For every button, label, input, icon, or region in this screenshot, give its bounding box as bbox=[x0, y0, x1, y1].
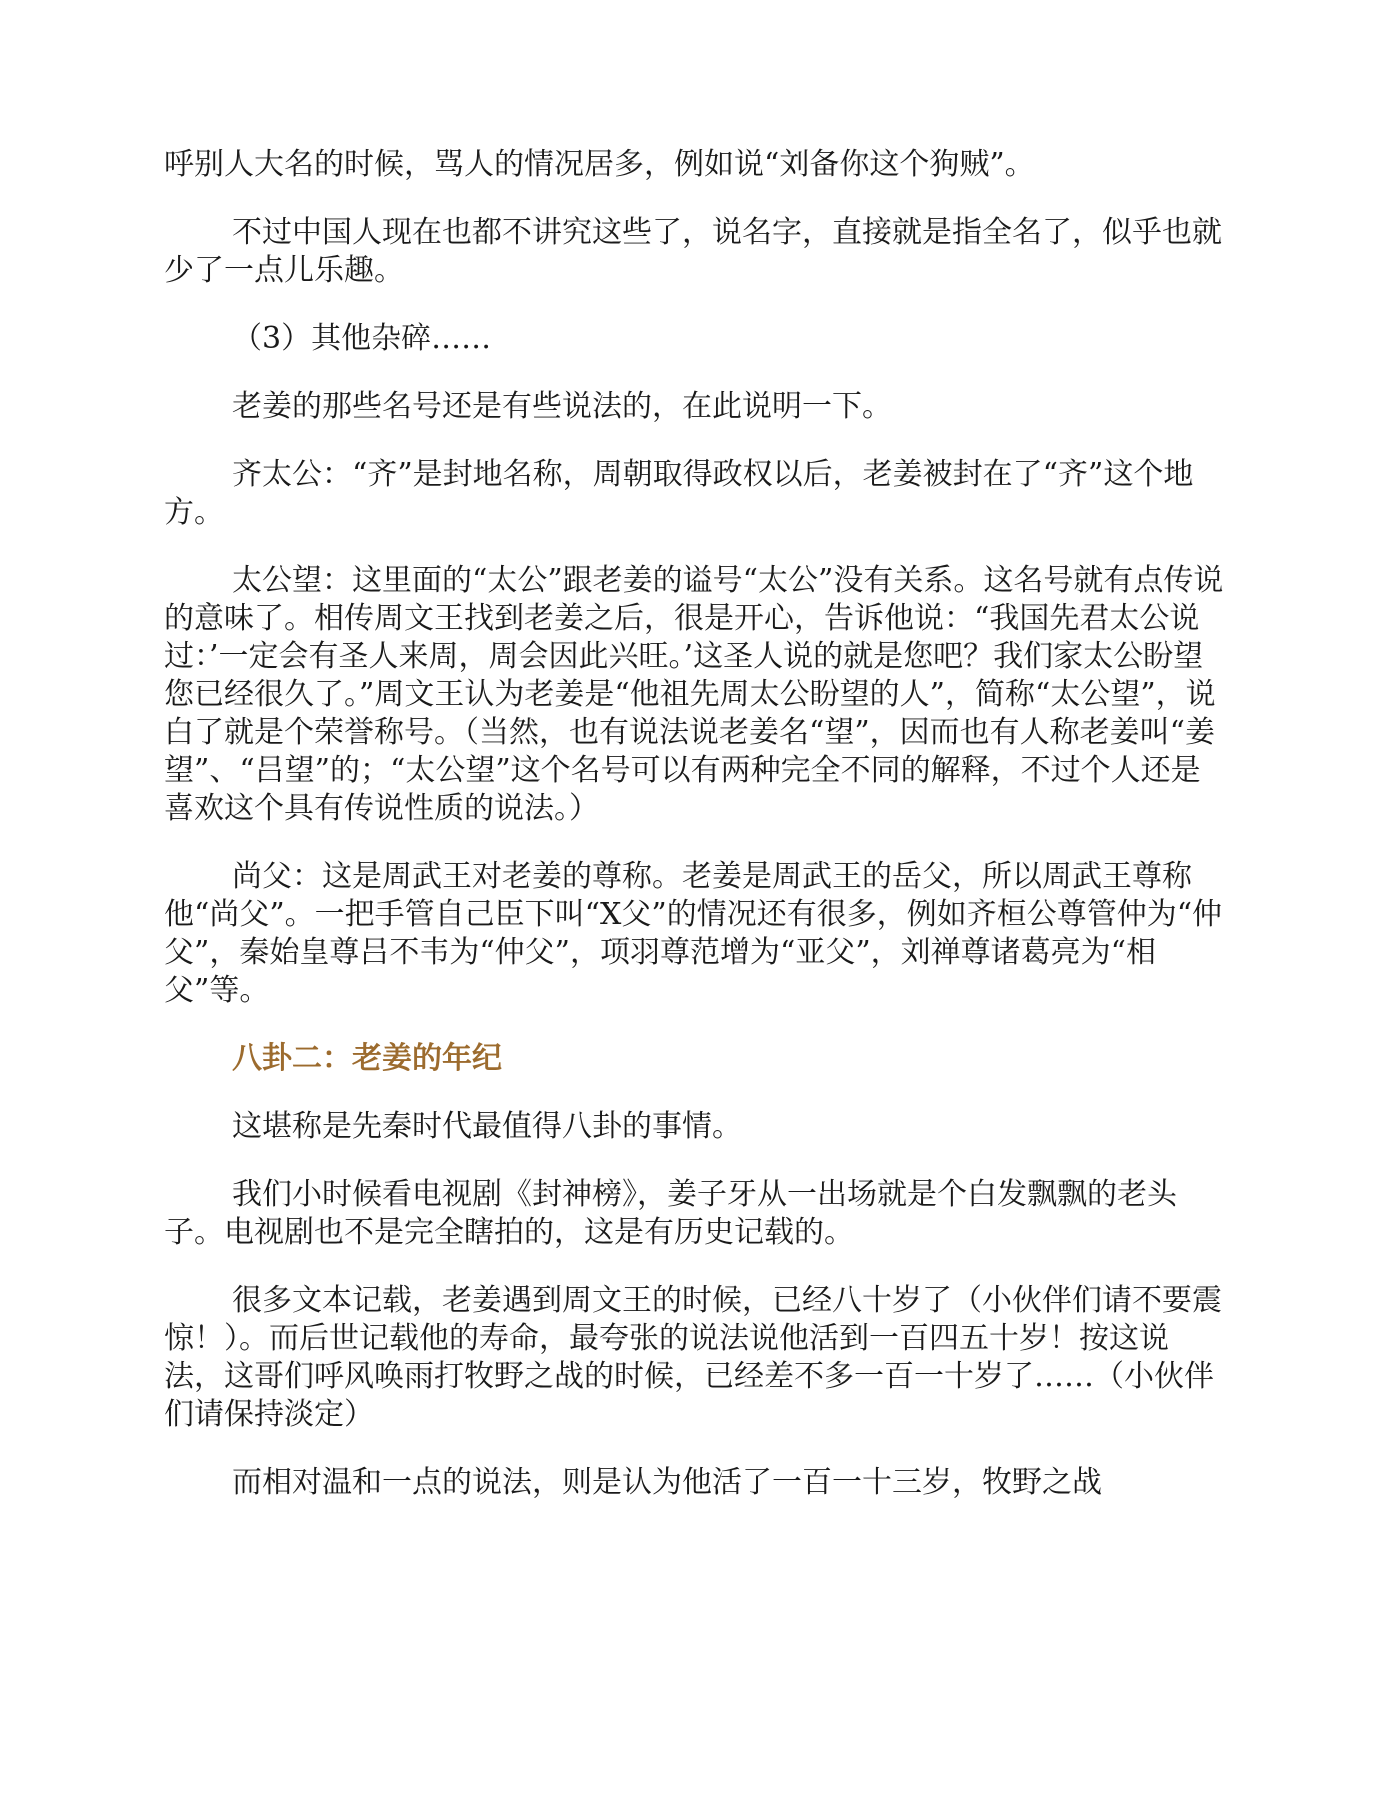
paragraph-qi-taigong: 齐太公：“齐”是封地名称，周朝取得政权以后，老姜被封在了“齐”这个地方。 bbox=[164, 457, 1194, 530]
paragraph-taigong-wang: 太公望：这里面的“太公”跟老姜的谥号“太公”没有关系。这名号就有点传说的意味了。相传周文王找到老姜之后，很是开心，告诉他说：“我国先君太公说过：’一定会有圣人来周，周会因此兴旺。’这圣人说的就是您吧？我们家太公盼望您已经很久了。”周文王认为老姜是“他祖先周太公盼望的人”，简称“太公望”，说白了就是个荣誉称号。（当然，也有说法说老姜名“望”，因而也有人称老姜叫“姜望”、“吕望”的；“太公望”这个名号可以有两种完全不同的解释，不过个人还是喜欢这个具有传说性质的说法。） bbox=[164, 563, 1224, 826]
paragraph-intro-titles: 老姜的那些名号还是有些说法的，在此说明一下。 bbox=[232, 389, 892, 424]
paragraph-tv-series: 我们小时候看电视剧《封神榜》，姜子牙从一出场就是个白发飘飘的老头子。电视剧也不是完全瞎拍的，这是有历史记载的。 bbox=[164, 1177, 1177, 1250]
paragraph-gossip-intro: 这堪称是先秦时代最值得八卦的事情。 bbox=[232, 1109, 742, 1144]
paragraph-age-records: 很多文本记载，老姜遇到周文王的时候，已经八十岁了（小伙伴们请不要震惊！）。而后世记载他的寿命，最夸张的说法说他活到一百四五十岁！按这说法，这哥们呼风唤雨打牧野之战的时候，已经差不多一百一十岁了……（小伙伴们请保持淡定） bbox=[164, 1283, 1222, 1432]
section-subheading-misc: （3）其他杂碎…… bbox=[232, 321, 492, 356]
paragraph-naming-custom: 不过中国人现在也都不讲究这些了，说名字，直接就是指全名了，似乎也就少了一点儿乐趣。 bbox=[164, 215, 1222, 288]
document-body bbox=[164, 146, 1224, 1532]
paragraph-shangfu: 尚父：这是周武王对老姜的尊称。老姜是周武王的岳父，所以周武王尊称他“尚父”。一把手管自己臣下叫“X父”的情况还有很多，例如齐桓公尊管仲为“仲父”，秦始皇尊吕不韦为“仲父”，项羽尊范增为“亚父”，刘禅尊诸葛亮为“相父”等。 bbox=[164, 859, 1223, 1008]
paragraph-continuation: 呼别人大名的时候，骂人的情况居多，例如说“刘备你这个狗贼”。 bbox=[164, 147, 1035, 182]
section-heading-age: 八卦二：老姜的年纪 bbox=[232, 1041, 502, 1076]
paragraph-moderate-view: 而相对温和一点的说法，则是认为他活了一百一十三岁，牧野之战 bbox=[232, 1465, 1102, 1500]
